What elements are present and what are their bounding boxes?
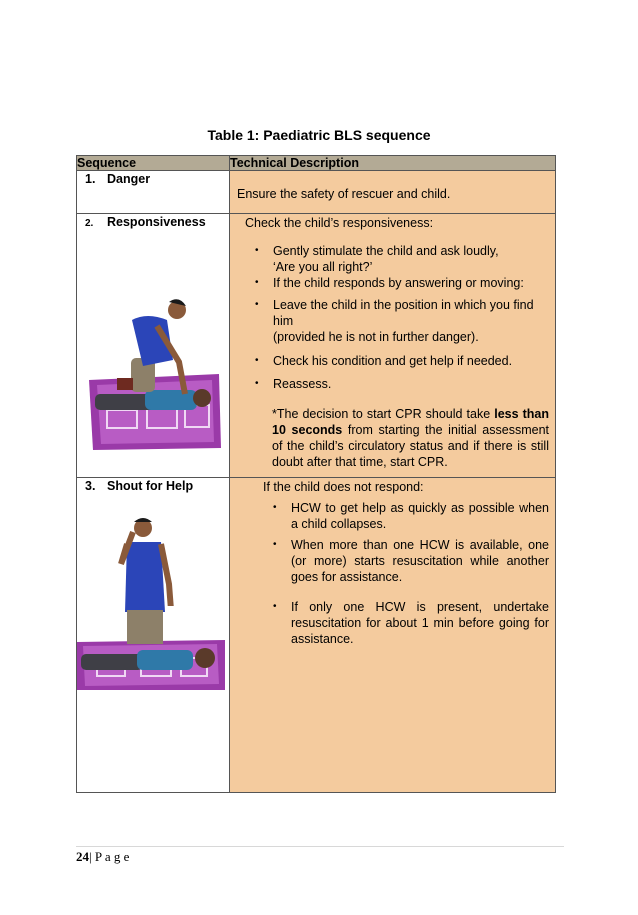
table-header-row (77, 156, 556, 171)
page-footer (76, 849, 129, 865)
shout-bullets (273, 500, 549, 647)
description-cell (230, 171, 556, 214)
list-item: • HCW to get help as quickly as possible when a child collapses. (273, 501, 549, 531)
table-row (77, 214, 556, 478)
danger-text: Ensure the safety of rescuer and child. (237, 187, 451, 201)
shout-intro: If the child does not respond: (263, 480, 424, 494)
description-cell (230, 214, 556, 478)
header-sequence: Sequence (77, 156, 230, 171)
table-title: Table 1: Paediatric BLS sequence (207, 127, 431, 143)
list-item: • Gently stimulate the child and ask loudly, ‘Are you all right?’ (255, 244, 499, 274)
bls-sequence-table (76, 155, 556, 793)
list-item: • If the child responds by answering or moving: (255, 276, 524, 290)
table-row (77, 171, 556, 214)
page-number: 24 (76, 849, 89, 864)
list-item: • If only one HCW is present, undertake resuscitation for about 1 min before going for assistance. (273, 600, 549, 646)
responsiveness-check-illustration (87, 290, 225, 450)
responsiveness-intro: Check the child’s responsiveness: (245, 216, 434, 230)
list-item: • Leave the child in the position in which you find him (provided he is not in further danger). (255, 298, 534, 344)
decision-note: *The decision to start CPR should take less than 10 seconds from starting the initial assessment of the child’s circulatory status and if there is still doubt after that time, start CPR. (272, 407, 550, 469)
list-item: • When more than one HCW is available, one (or more) starts resuscitation while another goes for assistance. (273, 538, 549, 584)
sequence-cell (77, 171, 230, 214)
list-item: • Reassess. (255, 377, 332, 391)
footer-rule (76, 846, 564, 847)
description-cell (230, 478, 556, 793)
step-label: 1. Danger (85, 172, 151, 186)
page-label: | P a g e (89, 849, 130, 864)
list-item: • Check his condition and get help if needed. (255, 354, 513, 368)
step-label: 2. Responsiveness (85, 215, 206, 229)
sequence-cell (77, 214, 230, 478)
step-label: 3. Shout for Help (85, 479, 194, 493)
shout-for-help-illustration (77, 514, 227, 690)
responsiveness-bullets (255, 243, 555, 392)
header-description: Technical Description (230, 156, 556, 171)
table-row (77, 478, 556, 793)
sequence-cell (77, 478, 230, 793)
